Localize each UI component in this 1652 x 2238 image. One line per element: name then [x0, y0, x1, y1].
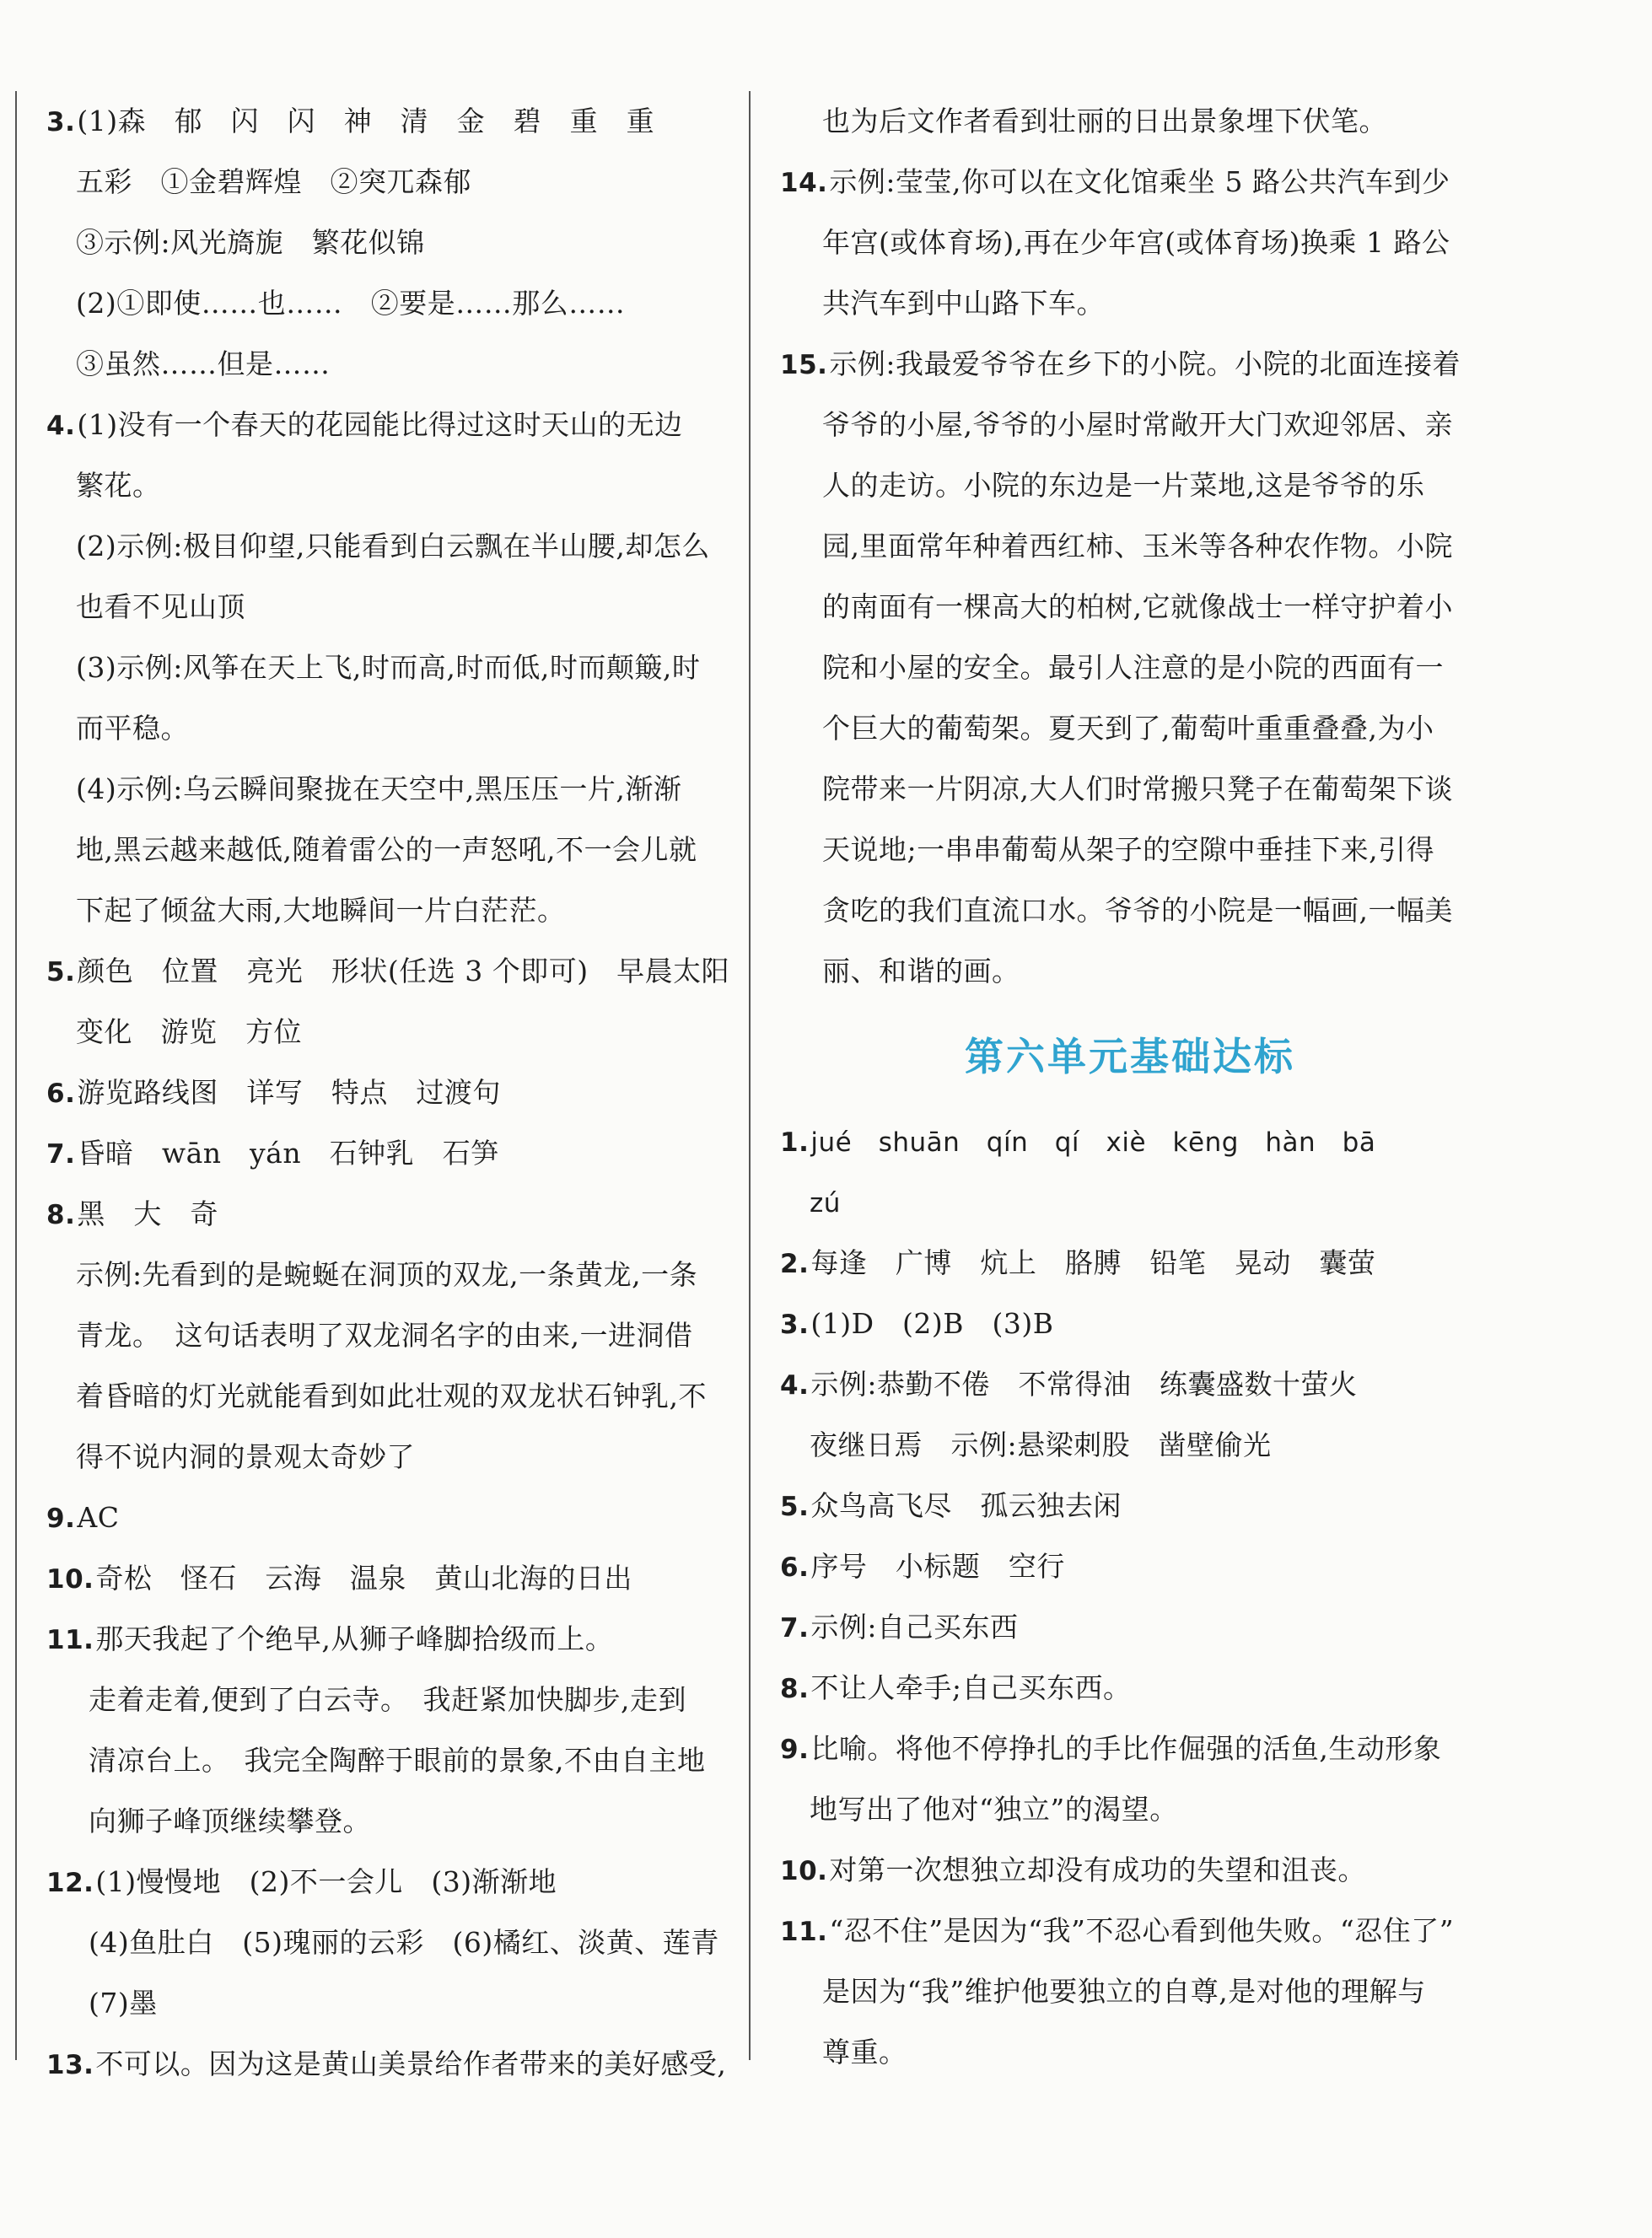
answer-text: 昏暗 wān yán 石钟乳 石笋 [77, 1137, 499, 1170]
answer-line [46, 1245, 729, 1305]
answer-text: 繁花。 [76, 469, 161, 502]
answer-line [46, 577, 729, 638]
answer-text: 地写出了他对“独立”的渴望。 [810, 1793, 1178, 1826]
answer-text: ③示例:风光旖旎 繁花似锦 [76, 226, 425, 259]
answer-text: 游览路线图 详写 特点 过渡句 [77, 1076, 501, 1109]
answer-text: 贪吃的我们直流口水。爷爷的小院是一幅画,一幅美 [822, 894, 1453, 927]
left-column [46, 91, 729, 2095]
answer-line [46, 941, 729, 1002]
answer-text: 黑 大 奇 [77, 1197, 218, 1230]
answer-line [780, 1961, 1480, 2022]
answer-line [46, 880, 729, 941]
question-number: 2. [780, 1249, 810, 1279]
answer-line [46, 2034, 729, 2095]
question-number: 8. [46, 1200, 76, 1230]
question-number: 11. [46, 1625, 94, 1655]
answer-text: (4)鱼肚白 (5)瑰丽的云彩 (6)橘红、淡黄、莲青 [89, 1926, 719, 1959]
column-divider [749, 91, 751, 2060]
answer-text: (1)D (2)B (3)B [810, 1307, 1054, 1340]
answer-text: 不可以。因为这是黄山美景给作者带来的美好感受, [95, 2047, 727, 2080]
question-number: 15. [780, 350, 828, 380]
question-number: 10. [46, 1564, 94, 1595]
question-number: 3. [46, 107, 76, 137]
answer-text: 也为后文作者看到壮丽的日出景象埋下伏笔。 [822, 105, 1387, 137]
right-column [780, 91, 1480, 2083]
question-number: 3. [780, 1310, 810, 1340]
answer-text: (1)森 郁 闪 闪 神 清 金 碧 重 重 [77, 105, 655, 137]
answer-line [46, 1305, 729, 1366]
answer-text: 尊重。 [822, 2036, 907, 2069]
answer-line [46, 1427, 729, 1488]
answer-text: 丽、和谐的画。 [822, 955, 1020, 987]
answer-text: 地,黑云越来越低,随着雷公的一声怒吼,不一会儿就 [76, 833, 697, 866]
answer-text: jué shuān qín qí xiè kēng hàn bā [810, 1127, 1376, 1158]
question-number: 4. [46, 411, 76, 441]
question-number: 6. [46, 1079, 76, 1109]
answer-line [780, 759, 1480, 820]
answer-line [46, 1184, 729, 1245]
answer-text: 比喻。将他不停挣扎的手比作倔强的活鱼,生动形象 [810, 1732, 1442, 1765]
answer-text: 院和小屋的安全。最引人注意的是小院的西面有一 [822, 651, 1444, 684]
answer-text: (2)示例:极目仰望,只能看到白云飘在半山腰,却怎么 [76, 530, 710, 562]
answer-text: 天说地;一串串葡萄从架子的空隙中垂挂下来,引得 [822, 833, 1435, 866]
question-number: 12. [46, 1868, 94, 1898]
left-margin-rule [15, 91, 17, 2060]
answer-line [46, 698, 729, 759]
answer-line [780, 1597, 1480, 1658]
answer-text: (4)示例:乌云瞬间聚拢在天空中,黑压压一片,渐渐 [76, 772, 682, 805]
question-number: 14. [780, 168, 828, 198]
answer-line [46, 213, 729, 273]
answer-line [780, 1840, 1480, 1901]
answer-text: 清凉台上。 我完全陶醉于眼前的景象,不由自主地 [89, 1744, 706, 1777]
answer-line [780, 395, 1480, 455]
answer-line [46, 820, 729, 880]
answer-text: 示例:我最爱爷爷在乡下的小院。小院的北面连接着 [829, 347, 1461, 380]
answer-text: 走着走着,便到了白云寺。 我赶紧加快脚步,走到 [89, 1683, 686, 1716]
question-number: 9. [780, 1735, 810, 1765]
answer-text: (1)慢慢地 (2)不一会儿 (3)渐渐地 [95, 1865, 557, 1898]
answer-text: 序号 小标题 空行 [810, 1550, 1065, 1583]
answer-line [46, 1670, 729, 1730]
question-number: 5. [46, 957, 76, 987]
answer-text: AC [77, 1501, 120, 1534]
answer-line [780, 1536, 1480, 1597]
answer-line [46, 152, 729, 213]
question-number: 13. [46, 2050, 94, 2080]
answer-text: 爷爷的小屋,爷爷的小屋时常敞开大门欢迎邻居、亲 [822, 408, 1453, 441]
answer-text: ③虽然……但是…… [76, 347, 331, 380]
answer-line [780, 1415, 1480, 1476]
answer-text: 示例:莹莹,你可以在文化馆乘坐 5 路公共汽车到少 [829, 165, 1450, 198]
question-number: 1. [780, 1127, 810, 1158]
answer-text: 每逢 广博 炕上 胳膊 铅笔 晃动 囊萤 [810, 1246, 1376, 1279]
question-number: 8. [780, 1674, 810, 1704]
answer-line [780, 152, 1480, 213]
answer-text: “忍不住”是因为“我”不忍心看到他失败。“忍住了” [829, 1914, 1455, 1947]
answer-text: 院带来一片阴凉,大人们时常搬只凳子在葡萄架下谈 [822, 772, 1453, 805]
answer-text: 示例:先看到的是蜿蜒在洞顶的双龙,一条黄龙,一条 [76, 1258, 698, 1291]
answer-line [46, 759, 729, 820]
question-number: 7. [780, 1613, 810, 1644]
question-number: 6. [780, 1552, 810, 1583]
answer-text: 共汽车到中山路下车。 [822, 287, 1105, 320]
answer-text: 下起了倾盆大雨,大地瞬间一片白茫茫。 [76, 894, 566, 927]
answer-text: 人的走访。小院的东边是一片菜地,这是爷爷的乐 [822, 469, 1425, 502]
answer-line [46, 1366, 729, 1427]
answer-line [780, 698, 1480, 759]
question-number: 9. [46, 1504, 76, 1534]
answer-text: (1)没有一个春天的花园能比得过这时天山的无边 [77, 408, 683, 441]
answer-line [780, 1233, 1480, 1294]
answer-line [780, 213, 1480, 273]
answer-line [46, 1730, 729, 1791]
answer-line [46, 91, 729, 152]
answer-line [780, 880, 1480, 941]
answer-line [46, 1609, 729, 1670]
answer-line [780, 334, 1480, 395]
answer-text: (2)①即使……也…… ②要是……那么…… [76, 287, 626, 320]
answer-text: 不让人牵手;自己买东西。 [810, 1671, 1132, 1704]
answer-line [780, 1476, 1480, 1536]
answer-line [46, 1791, 729, 1852]
answer-text: 是因为“我”维护他要独立的自尊,是对他的理解与 [822, 1975, 1426, 2008]
answer-line [46, 1852, 729, 1913]
answer-text: 向狮子峰顶继续攀登。 [89, 1805, 371, 1837]
answer-text: 得不说内洞的景观太奇妙了 [76, 1440, 415, 1473]
answer-line [780, 820, 1480, 880]
answer-text: 众鸟高飞尽 孤云独去闲 [810, 1489, 1122, 1522]
answer-line [780, 2022, 1480, 2083]
question-number: 10. [780, 1856, 828, 1886]
answer-text: 颜色 位置 亮光 形状(任选 3 个即可) 早晨太阳 [77, 955, 729, 987]
answer-line [780, 941, 1480, 1002]
answer-text: 奇松 怪石 云海 温泉 黄山北海的日出 [95, 1562, 632, 1595]
answer-line [780, 1658, 1480, 1719]
question-number: 7. [46, 1139, 76, 1170]
answer-text: 示例:恭勤不倦 不常得油 练囊盛数十萤火 [810, 1368, 1358, 1401]
answer-text: 也看不见山顶 [76, 590, 245, 623]
answer-line [780, 516, 1480, 577]
answer-line [780, 1354, 1480, 1415]
answer-line [780, 1901, 1480, 1961]
answer-text: 五彩 ①金碧辉煌 ②突兀森郁 [76, 165, 471, 198]
answer-text: (7)墨 [89, 1987, 158, 2020]
answer-line [46, 1123, 729, 1184]
answer-line [46, 1063, 729, 1123]
answer-line [46, 334, 729, 395]
answer-line [46, 1913, 729, 1973]
answer-line [780, 638, 1480, 698]
answer-line [780, 455, 1480, 516]
answer-text: 而平稳。 [76, 712, 189, 745]
answer-line [780, 577, 1480, 638]
answer-line [46, 1973, 729, 2034]
answer-text: 个巨大的葡萄架。夏天到了,葡萄叶重重叠叠,为小 [822, 712, 1434, 745]
section-title: 第六单元基础达标 [965, 1034, 1295, 1079]
answer-line [780, 1172, 1480, 1233]
answer-text: zú [810, 1188, 841, 1219]
answer-line [780, 1111, 1480, 1172]
answer-text: 园,里面常年种着西红柿、玉米等各种农作物。小院 [822, 530, 1453, 562]
answer-text: 的南面有一棵高大的柏树,它就像战士一样守护着小 [822, 590, 1453, 623]
answer-text: 变化 游览 方位 [76, 1015, 302, 1048]
answer-line [780, 1294, 1480, 1354]
question-number: 5. [780, 1492, 810, 1522]
answer-text: 青龙。 这句话表明了双龙洞名字的由来,一进洞借 [76, 1319, 693, 1352]
answer-line [46, 1002, 729, 1063]
question-number: 11. [780, 1917, 828, 1947]
answer-line [46, 1548, 729, 1609]
answer-line [46, 273, 729, 334]
answer-text: 对第一次想独立却没有成功的失望和沮丧。 [829, 1853, 1366, 1886]
answer-line [46, 395, 729, 455]
answer-line [46, 1488, 729, 1548]
answer-text: 夜继日焉 示例:悬梁刺股 凿壁偷光 [810, 1428, 1272, 1461]
answer-line [780, 1779, 1480, 1840]
answer-line [780, 273, 1480, 334]
answer-text: (3)示例:风筝在天上飞,时而高,时而低,时而颠簸,时 [76, 651, 701, 684]
question-number: 4. [780, 1370, 810, 1401]
answer-line [780, 1719, 1480, 1779]
answer-text: 示例:自己买东西 [810, 1611, 1019, 1644]
answer-text: 那天我起了个绝早,从狮子峰脚拾级而上。 [95, 1622, 614, 1655]
answer-line [46, 638, 729, 698]
answer-text: 年宫(或体育场),再在少年宫(或体育场)换乘 1 路公 [822, 226, 1450, 259]
answer-text: 着昏暗的灯光就能看到如此壮观的双龙状石钟乳,不 [76, 1380, 707, 1412]
answer-line [46, 455, 729, 516]
answer-line [780, 91, 1480, 152]
answer-line [46, 516, 729, 577]
